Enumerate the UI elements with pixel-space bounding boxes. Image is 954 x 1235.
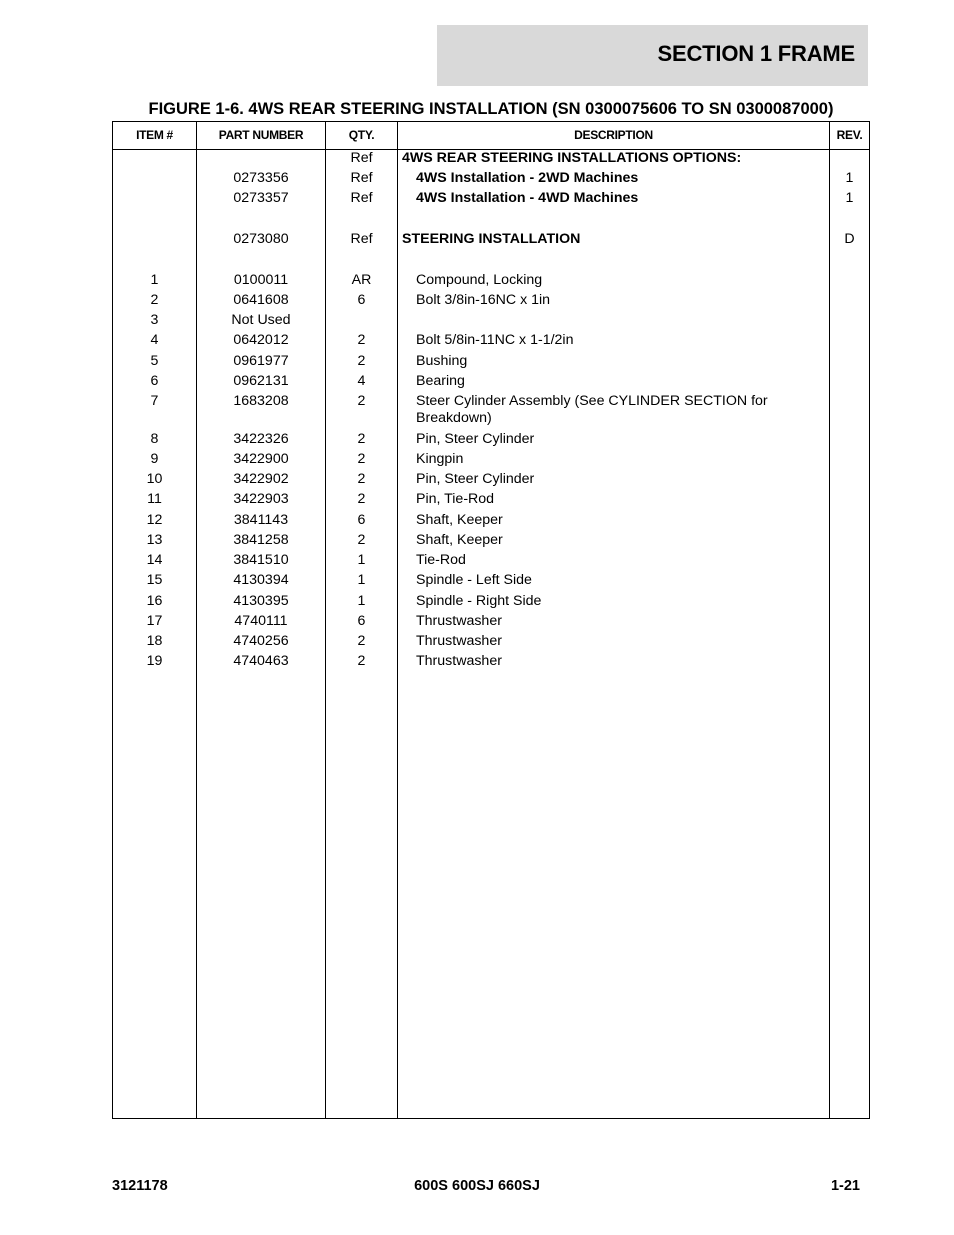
description-cell: Thrustwasher xyxy=(416,633,502,649)
item-cell: 18 xyxy=(146,633,163,649)
qty-cell: 2 xyxy=(357,451,366,467)
description-cell: Shaft, Keeper xyxy=(416,532,503,548)
item-cell: 4 xyxy=(150,332,159,348)
part-number-cell: 3422326 xyxy=(233,431,289,447)
header-item: ITEM # xyxy=(136,128,173,142)
footer-model-list: 600S 600SJ 660SJ xyxy=(414,1178,540,1194)
description-cell: Steer Cylinder Assembly (See CYLINDER SECTION for Breakdown) xyxy=(416,393,768,426)
item-cell: 12 xyxy=(146,512,163,528)
item-cell: 8 xyxy=(150,431,159,447)
qty-cell: 6 xyxy=(357,292,366,308)
qty-cell: 2 xyxy=(357,471,366,487)
item-cell: 6 xyxy=(150,373,159,389)
description-cell: Bolt 3/8in-16NC x 1in xyxy=(416,292,551,308)
item-cell: 5 xyxy=(150,353,159,369)
item-cell: 17 xyxy=(146,613,163,629)
description-cell: STEERING INSTALLATION xyxy=(402,231,581,247)
qty-cell: 6 xyxy=(357,613,366,629)
part-number-cell: 3422900 xyxy=(233,451,289,467)
part-number-cell: 4740256 xyxy=(233,633,289,649)
description-cell: Spindle - Right Side xyxy=(416,593,542,609)
item-cell: 2 xyxy=(150,292,159,308)
part-number-cell: 3422902 xyxy=(233,471,289,487)
qty-cell: 1 xyxy=(357,552,366,568)
figure-title: FIGURE 1-6. 4WS REAR STEERING INSTALLATION (SN 0300075606 TO SN 0300087000) xyxy=(148,100,834,118)
description-cell: 4WS Installation - 4WD Machines xyxy=(416,190,639,206)
part-number-cell: 3841143 xyxy=(233,512,289,528)
qty-cell: 1 xyxy=(357,593,366,609)
part-number-cell: Not Used xyxy=(231,312,291,328)
footer-page-number: 1-21 xyxy=(830,1178,860,1194)
section-title: SECTION 1 FRAME xyxy=(657,41,855,66)
description-cell: Thrustwasher xyxy=(416,613,502,629)
description-cell: Spindle - Left Side xyxy=(416,572,532,588)
description-cell: Compound, Locking xyxy=(416,272,543,288)
header-rev: REV. xyxy=(836,128,863,142)
description-cell: 4WS REAR STEERING INSTALLATIONS OPTIONS: xyxy=(402,150,742,166)
qty-cell: 2 xyxy=(357,393,366,409)
item-cell: 7 xyxy=(150,393,159,409)
part-number-cell: 4130394 xyxy=(233,572,289,588)
qty-cell: 6 xyxy=(357,512,366,528)
part-number-cell: 4740463 xyxy=(233,653,289,669)
item-cell: 10 xyxy=(146,471,163,487)
part-number-cell: 3841510 xyxy=(233,552,289,568)
description-cell: Bushing xyxy=(416,353,468,369)
parts-table xyxy=(112,121,870,1119)
description-cell: Shaft, Keeper xyxy=(416,512,503,528)
item-cell: 13 xyxy=(146,532,163,548)
part-number-cell: 0100011 xyxy=(233,272,289,288)
part-number-cell: 0273080 xyxy=(233,231,289,247)
part-number-cell: 0961977 xyxy=(233,353,289,369)
qty-cell: AR xyxy=(351,272,372,288)
section-banner xyxy=(437,25,868,86)
rev-cell: 1 xyxy=(845,170,854,186)
description-cell: Bearing xyxy=(416,373,465,389)
description-cell: Tie-Rod xyxy=(416,552,466,568)
part-number-cell: 4130395 xyxy=(233,593,289,609)
description-cell: Bolt 5/8in-11NC x 1-1/2in xyxy=(416,332,574,348)
qty-cell: 2 xyxy=(357,353,366,369)
rev-cell: D xyxy=(844,231,855,247)
header-part-number: PART NUMBER xyxy=(218,128,304,142)
item-cell: 15 xyxy=(146,572,163,588)
header-qty: QTY. xyxy=(348,128,375,142)
qty-cell: Ref xyxy=(350,170,373,186)
qty-cell: Ref xyxy=(350,190,373,206)
qty-cell: 2 xyxy=(357,431,366,447)
rev-cell: 1 xyxy=(845,190,854,206)
description-cell: Thrustwasher xyxy=(416,653,502,669)
part-number-cell: 0641608 xyxy=(233,292,289,308)
qty-cell: 2 xyxy=(357,633,366,649)
qty-cell: 2 xyxy=(357,491,366,507)
qty-cell: Ref xyxy=(350,150,373,166)
part-number-cell: 0642012 xyxy=(233,332,289,348)
part-number-cell: 0273357 xyxy=(233,190,289,206)
item-cell: 14 xyxy=(146,552,163,568)
part-number-cell: 4740111 xyxy=(234,613,288,629)
description-cell: Pin, Tie-Rod xyxy=(416,491,495,507)
description-cell: Pin, Steer Cylinder xyxy=(416,431,535,447)
description-cell: Kingpin xyxy=(416,451,464,467)
part-number-cell: 0962131 xyxy=(233,373,289,389)
description-cell: Pin, Steer Cylinder xyxy=(416,471,535,487)
qty-cell: 2 xyxy=(357,332,366,348)
item-cell: 19 xyxy=(146,653,163,669)
part-number-cell: 3841258 xyxy=(233,532,289,548)
item-cell: 16 xyxy=(146,593,163,609)
qty-cell: 4 xyxy=(357,373,366,389)
part-number-cell: 3422903 xyxy=(233,491,289,507)
item-cell: 3 xyxy=(150,312,159,328)
header-description: DESCRIPTION xyxy=(574,128,653,142)
item-cell: 1 xyxy=(150,272,159,288)
item-cell: 9 xyxy=(150,451,159,467)
qty-cell: 1 xyxy=(357,572,366,588)
qty-cell: Ref xyxy=(350,231,373,247)
qty-cell: 2 xyxy=(357,653,366,669)
item-cell: 11 xyxy=(147,491,162,507)
column-divider xyxy=(397,122,398,1118)
column-divider xyxy=(829,122,830,1118)
part-number-cell: 0273356 xyxy=(233,170,289,186)
footer-document-number: 3121178 xyxy=(112,1178,168,1194)
part-number-cell: 1683208 xyxy=(233,393,289,409)
description-cell: 4WS Installation - 2WD Machines xyxy=(416,170,639,186)
qty-cell: 2 xyxy=(357,532,366,548)
